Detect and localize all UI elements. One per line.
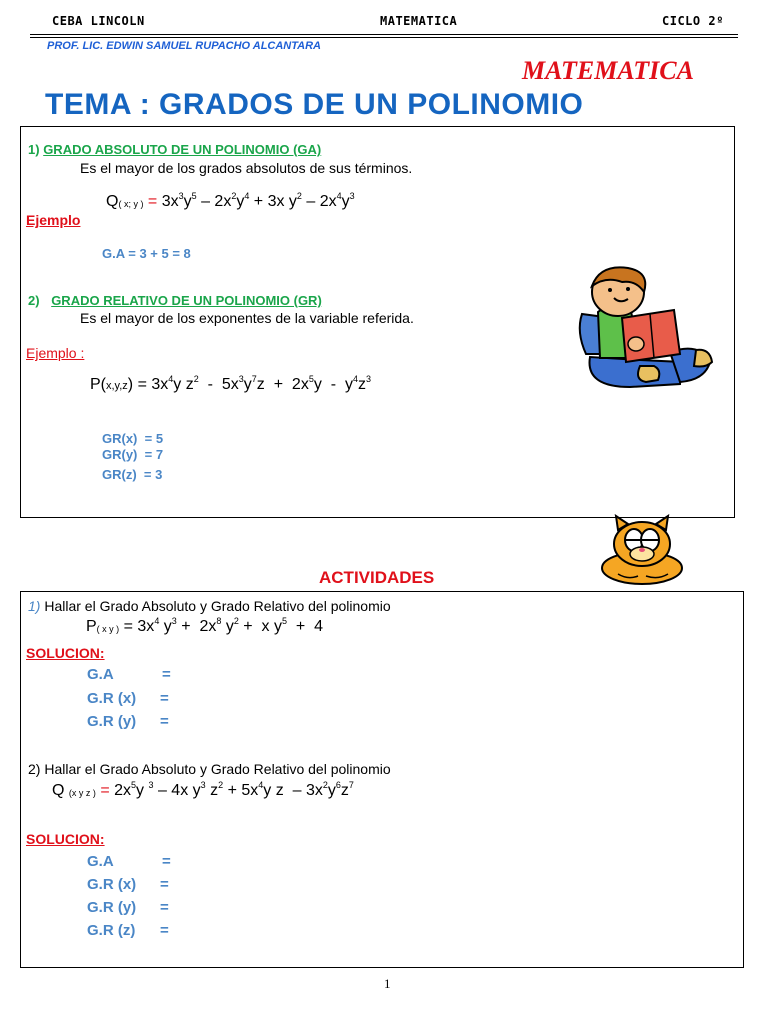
header-rule	[30, 34, 738, 38]
act1-prompt-line	[28, 598, 391, 614]
act1-answer-grx: G.R (x)	[87, 690, 137, 707]
act2-answer-gry-equals: =	[160, 899, 169, 916]
section1-heading	[28, 142, 321, 157]
author-line: PROF. LIC. EDWIN SAMUEL RUPACHO ALCANTARA	[47, 40, 321, 52]
gr-z-label: GR(z)	[102, 467, 137, 482]
gr-x-label: GR(x)	[102, 431, 138, 446]
act1-answer-ga: G.A	[87, 666, 114, 683]
act1-answer-grx-equals: =	[160, 690, 169, 707]
section1-example-label: Ejemplo	[26, 212, 81, 228]
act2-answer-grx-equals: =	[160, 876, 169, 893]
act1-answer-gry-equals: =	[160, 713, 169, 730]
act1-answer-gry: G.R (y)	[87, 713, 137, 730]
section2-desc: Es el mayor de los exponentes de la variable referida.	[80, 310, 414, 326]
act1-answer-ga-equals: =	[162, 666, 171, 683]
header-school: CEBA LINCOLN	[52, 14, 145, 28]
act1-polynomial: $P_{( x y )} = 3x^4$ $y^3 + 2x^8$ $y^2 + x$ $y^5 + 4$	[86, 616, 324, 635]
section2-example-label: Ejemplo :	[26, 345, 85, 361]
page-title: TEMA : GRADOS DE UN POLINOMIO	[45, 88, 584, 121]
section1-result: G.A = 3 + 5 = 8	[102, 246, 191, 261]
act1-prompt: Hallar el Grado Absoluto y Grado Relativo del polinomio	[44, 598, 391, 614]
gr-z-value: = 3	[143, 467, 163, 482]
section2-heading	[28, 293, 322, 308]
section1-desc: Es el mayor de los grados absolutos de sus términos.	[80, 160, 413, 176]
act2-solucion-label: SOLUCION:	[26, 831, 105, 847]
gr-y-label: GR(y)	[102, 447, 138, 462]
gr-y	[102, 447, 163, 462]
gr-x-value: = 5	[144, 431, 164, 446]
act2-answer-gry: G.R (y)	[87, 899, 137, 916]
section2-number: 2)	[28, 293, 40, 308]
gr-z	[102, 467, 162, 482]
section1-title: GRADO ABSOLUTO DE UN POLINOMIO (GA)	[43, 142, 322, 157]
activities-heading: ACTIVIDADES	[319, 568, 435, 587]
act2-prompt: Hallar el Grado Absoluto y Grado Relativo del polinomio	[44, 761, 391, 777]
act1-number: 1)	[28, 598, 41, 614]
section1-number: 1)	[28, 142, 40, 157]
section1-polynomial: $Q_{( x; y )} = 3x^3y^5 - 2x^2y^4 + 3x$ $y^2 - 2x^4y^3$	[106, 191, 355, 210]
page-number: 1	[384, 976, 391, 991]
act2-number: 2)	[28, 761, 41, 777]
act1-solucion-label: SOLUCION:	[26, 645, 105, 661]
act2-answer-grz: G.R (z)	[87, 922, 136, 939]
act2-answer-ga: G.A	[87, 853, 114, 870]
act2-prompt-line	[28, 761, 391, 777]
act2-answer-ga-equals: =	[162, 853, 171, 870]
gr-x	[102, 431, 163, 446]
act2-answer-grx: G.R (x)	[87, 876, 137, 893]
brand-title: MATEMATICA	[522, 56, 694, 85]
act2-answer-grz-equals: =	[160, 922, 169, 939]
garfield-cat-illustration	[598, 514, 684, 586]
reading-boy-illustration	[570, 262, 720, 392]
section2-polynomial: $P(x,y,z) = 3x^4y$ $z^2 - 5x^3y^7z + 2x^5y - y^4z^3$	[90, 374, 371, 393]
act2-polynomial: Q $_{(x y z )} = 2x^5y$ $^3$ – 4x $y^3$ $z^2 + 5x^4y$ z – $3x^2y^6z^7$	[52, 780, 354, 799]
header-subject: MATEMATICA	[380, 14, 458, 28]
header-cycle: CICLO 2º	[662, 14, 724, 28]
section2-title: GRADO RELATIVO DE UN POLINOMIO (GR)	[51, 293, 322, 308]
gr-y-value: = 7	[144, 447, 164, 462]
